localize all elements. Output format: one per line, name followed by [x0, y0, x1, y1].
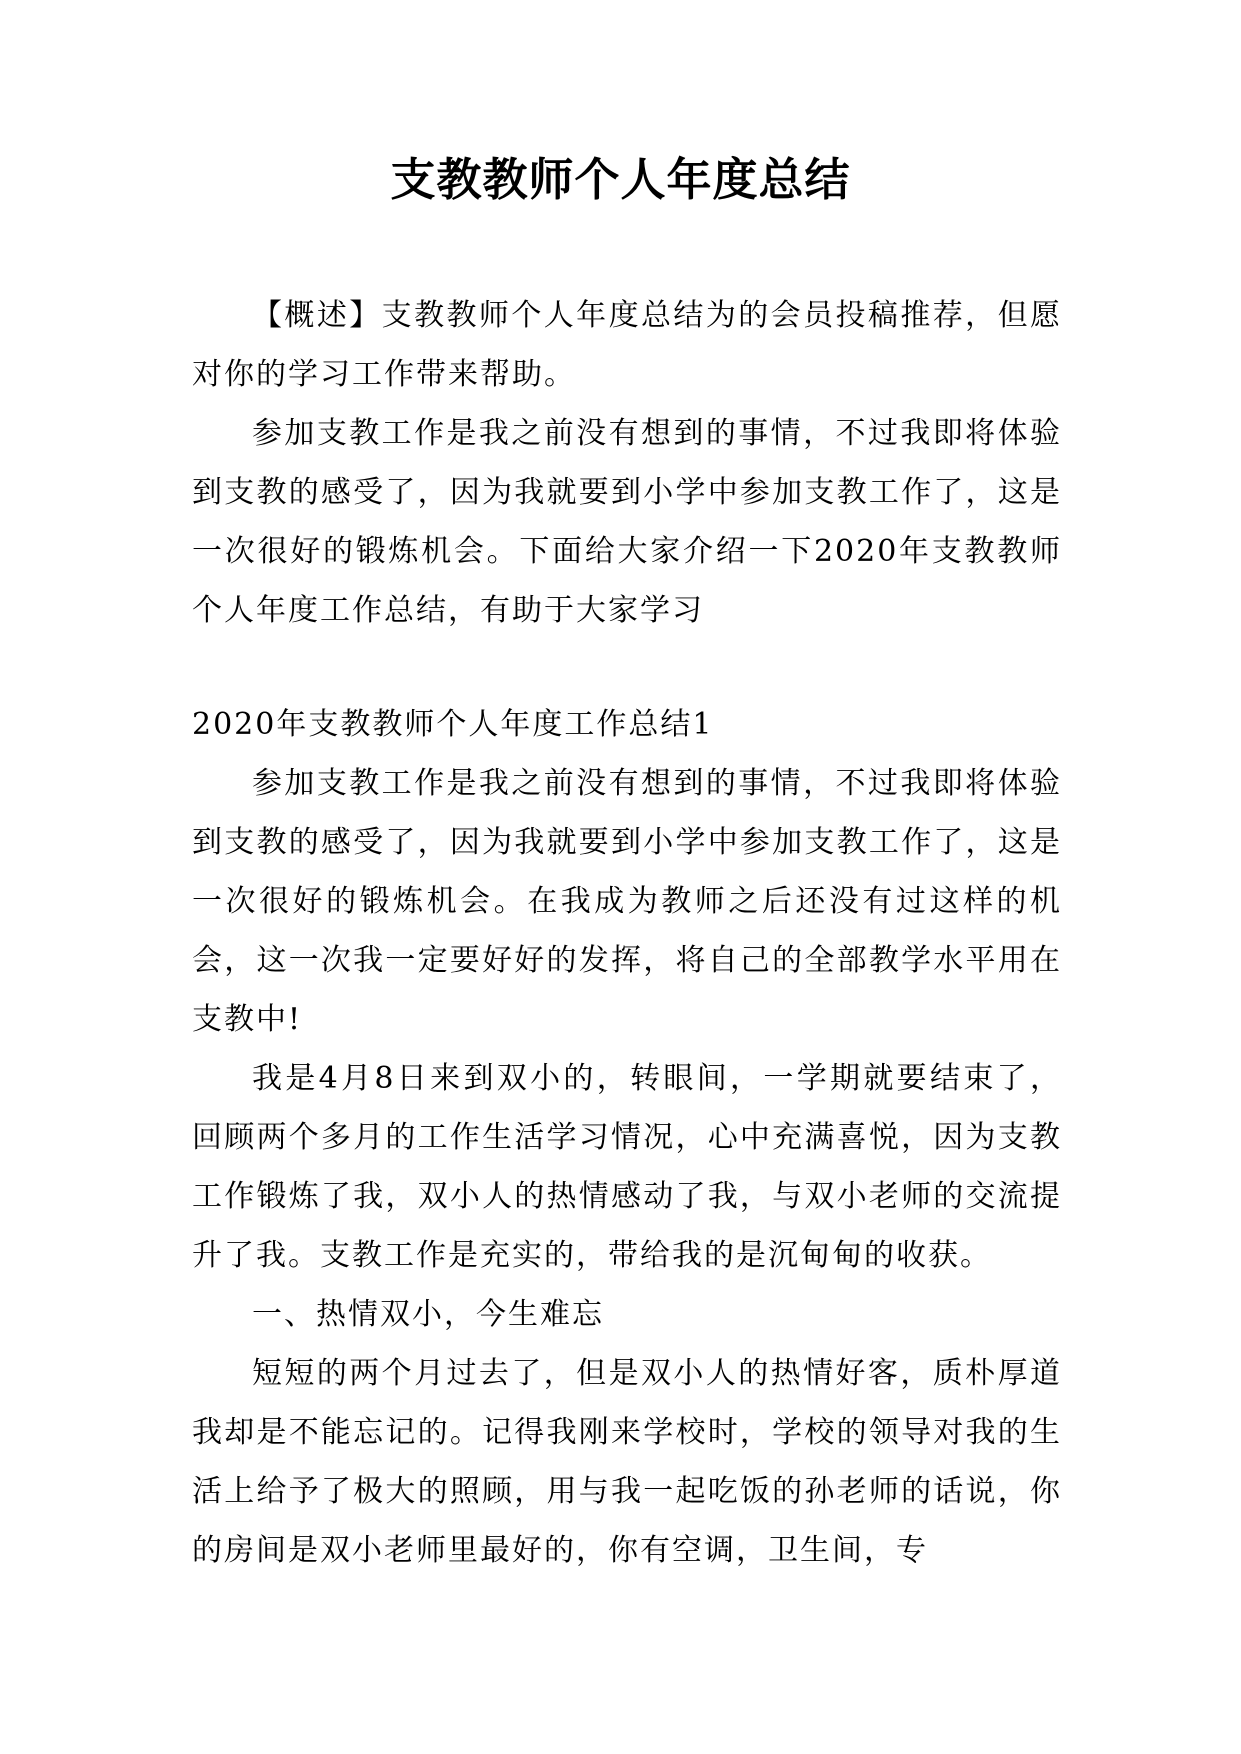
section-block — [192, 695, 1062, 1580]
intro-block — [192, 286, 1062, 640]
intro-paragraph: 参加支教工作是我之前没有想到的事情，不过我即将体验到支教的感受了，因为我就要到小学中参加支教工作了，这是一次很好的锻炼机会。下面给大家介绍一下2020年支教教师个人年度工作总结，有助于大家学习 — [192, 416, 1062, 628]
section-heading: 2020年支教教师个人年度工作总结1 — [192, 707, 714, 742]
body-paragraph: 参加支教工作是我之前没有想到的事情，不过我即将体验到支教的感受了，因为我就要到小学中参加支教工作了，这是一次很好的锻炼机会。在我成为教师之后还没有过这样的机会，这一次我一定要好好的发挥，将自己的全部教学水平用在支教中! — [192, 766, 1062, 1037]
body-paragraph: 我是4月8日来到双小的，转眼间，一学期就要结束了，回顾两个多月的工作生活学习情况，心中充满喜悦，因为支教工作锻炼了我，双小人的热情感动了我，与双小老师的交流提升了我。支教工作是充实的，带给我的是沉甸甸的收获。 — [192, 1061, 1062, 1273]
document-title: 支教教师个人年度总结 — [390, 153, 851, 206]
body-paragraph: 短短的两个月过去了，但是双小人的热情好客，质朴厚道我却是不能忘记的。记得我刚来学校时，学校的领导对我的生活上给予了极大的照顾，用与我一起吃饭的孙老师的话说，你的房间是双小老师里最好的，你有空调，卫生间，专 — [192, 1356, 1062, 1568]
subsection-heading: 一、热情双小，今生难忘 — [252, 1297, 604, 1332]
summary-paragraph: 【概述】支教教师个人年度总结为的会员投稿推荐，但愿对你的学习工作带来帮助。 — [192, 298, 1062, 392]
